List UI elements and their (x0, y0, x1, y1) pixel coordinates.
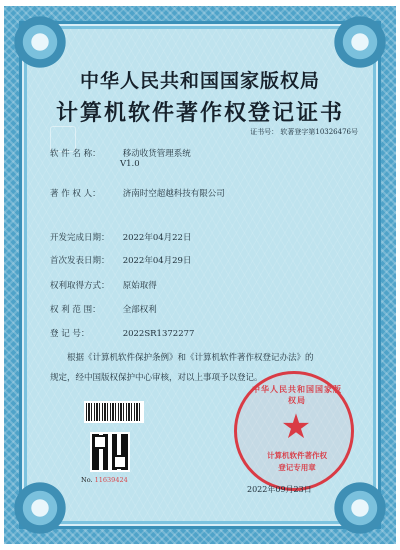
development-date-label: 开发完成日期： (50, 233, 110, 243)
publication-date-value: 2022年04月29日 (122, 256, 192, 266)
acquisition-value: 原始取得 (122, 281, 157, 291)
corner-ornament-icon (330, 478, 390, 538)
serial-prefix: No. (81, 476, 93, 484)
seal-arc-text: 中华人民共和国国家版权局 (252, 384, 342, 405)
scope-label: 权 利 范 围： (50, 305, 101, 315)
copyright-owner-row (50, 187, 225, 199)
star-icon: ★ (280, 407, 312, 447)
publication-date-label: 首次发表日期： (50, 256, 110, 266)
scope-value: 全部权利 (122, 305, 157, 315)
software-version: V1.0 (120, 159, 140, 169)
development-date-row (50, 231, 191, 243)
corner-ornament-icon (10, 478, 70, 538)
copyright-owner-value: 济南时空超越科技有限公司 (122, 189, 225, 199)
publication-date-row (50, 254, 191, 266)
development-date-value: 2022年04月22日 (122, 233, 192, 243)
serial-value: 11639424 (94, 476, 128, 484)
certificate-number: 证书号： 软著登字第10326476号 (250, 128, 358, 136)
acquisition-row (50, 279, 157, 291)
software-name-value: 移动收货管理系统 (122, 149, 191, 159)
corner-ornament-icon (330, 12, 390, 72)
registration-row (50, 327, 194, 339)
acquisition-label: 权利取得方式： (50, 281, 110, 291)
scope-row (50, 303, 157, 315)
certificate (4, 6, 396, 544)
issue-date: 2022年09月23日 (247, 485, 312, 494)
software-name-label: 软 件 名 称： (50, 149, 101, 159)
registration-label: 登 记 号： (50, 329, 90, 339)
seal-line-1: 计算机软件著作权 (267, 451, 327, 460)
software-name-row (50, 147, 191, 159)
registration-value: 2022SR1372277 (122, 329, 195, 339)
body-line-2: 规定，经中国版权保护中心审核，对以上事项予以登记。 (50, 373, 263, 383)
qr-code-icon (90, 432, 130, 472)
issuer-title: 中华人民共和国国家版权局 (79, 70, 320, 92)
serial-number (81, 476, 128, 484)
body-line-1: 根据《计算机软件保护条例》和《计算机软件著作权登记办法》的 (67, 353, 314, 363)
barcode-icon (84, 401, 144, 423)
certificate-title: 计算机软件著作权登记证书 (55, 100, 344, 126)
copyright-owner-label: 著 作 权 人： (50, 189, 101, 199)
corner-ornament-icon (10, 12, 70, 72)
official-seal (234, 371, 354, 491)
seal-line-2: 登记专用章 (278, 463, 316, 472)
